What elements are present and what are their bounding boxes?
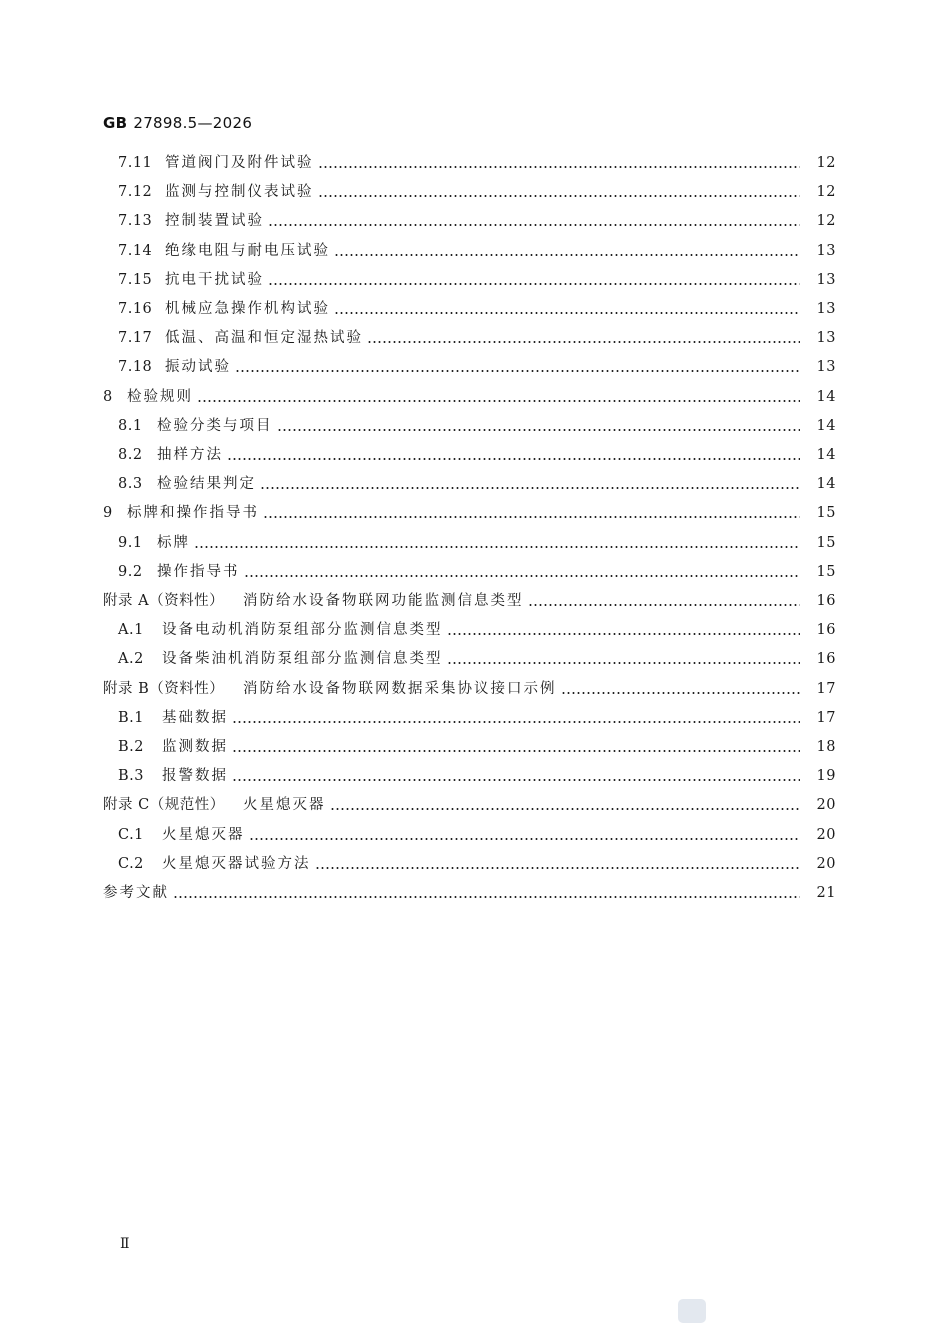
- toc-entry[interactable]: [0, 327, 950, 349]
- toc-entry-number: 7.13: [118, 213, 153, 230]
- standard-prefix: GB: [103, 114, 128, 132]
- toc-entry-number: 附录 A（资料性）: [103, 593, 225, 609]
- toc-entry-title: 检验分类与项目: [157, 417, 273, 434]
- dot-leader: [235, 370, 800, 372]
- toc-entry-title: 机械应急操作机构试验: [165, 301, 330, 317]
- toc-entry-number: 7.16: [118, 301, 153, 317]
- toc-entry-page: 15: [816, 563, 836, 580]
- toc-entry[interactable]: [0, 824, 950, 846]
- dot-leader: [318, 166, 801, 168]
- dot-leader: [268, 283, 800, 285]
- toc-entry[interactable]: [0, 502, 950, 524]
- toc-entry-page: 16: [816, 622, 836, 639]
- dot-leader: [528, 604, 801, 606]
- toc-entry[interactable]: [0, 152, 950, 174]
- toc-entry-number: 7.11: [118, 155, 153, 171]
- dot-leader: [277, 429, 801, 431]
- toc-entry[interactable]: [0, 678, 950, 700]
- dot-leader: [232, 721, 800, 723]
- toc-entry-number: C.1: [118, 826, 144, 843]
- toc-entry-page: 14: [816, 476, 836, 493]
- toc-entry[interactable]: [0, 736, 950, 758]
- toc-entry[interactable]: [0, 794, 950, 816]
- dot-leader: [227, 458, 800, 460]
- toc-entry[interactable]: [0, 386, 950, 408]
- toc-entry-title: 低温、高温和恒定湿热试验: [165, 330, 363, 347]
- toc-entry[interactable]: [0, 561, 950, 583]
- toc-entry-number: B.1: [118, 709, 144, 726]
- toc-entry-number: 8.3: [118, 476, 143, 493]
- dot-leader: [268, 224, 800, 226]
- toc-entry-title: 监测与控制仪表试验: [165, 184, 314, 201]
- standard-number: 27898.5—2026: [133, 114, 253, 132]
- toc-entry-title: 监测数据: [162, 739, 228, 755]
- toc-entry-title: 参考文献: [103, 885, 169, 901]
- toc-entry-page: 14: [816, 447, 836, 463]
- toc-entry-title: 控制装置试验: [165, 213, 264, 230]
- dot-leader: [330, 808, 801, 810]
- toc-entry-title: 火星熄灭器试验方法: [162, 855, 311, 872]
- dot-leader: [334, 254, 800, 256]
- toc-entry-number: 7.14: [118, 242, 153, 259]
- toc-entry[interactable]: [0, 473, 950, 495]
- toc-entry[interactable]: [0, 415, 950, 437]
- toc-entry-title: 抗电干扰试验: [165, 271, 264, 288]
- toc-entry[interactable]: [0, 269, 950, 291]
- toc-entry-page: 18: [816, 739, 836, 755]
- toc-entry-number: 附录 C（规范性）: [103, 797, 225, 814]
- toc-entry[interactable]: [0, 853, 950, 875]
- toc-entry-page: 14: [816, 388, 836, 405]
- dot-leader: [561, 692, 801, 694]
- toc-entry-number: A.1: [118, 622, 144, 639]
- toc-entry-number: 8.1: [118, 417, 143, 434]
- toc-entry-page: 13: [816, 359, 836, 376]
- toc-entry-page: 17: [816, 680, 836, 697]
- toc-entry-page: 20: [816, 826, 836, 843]
- toc-entry[interactable]: [0, 590, 950, 612]
- toc-entry-title: 操作指导书: [157, 563, 240, 580]
- document-header: [103, 114, 252, 132]
- toc-entry-number: 9: [103, 505, 113, 522]
- toc-entry-page: 12: [816, 155, 836, 171]
- dot-leader: [315, 867, 801, 869]
- toc-entry-number: 附录 B（资料性）: [103, 680, 225, 697]
- toc-entry-page: 16: [816, 593, 836, 609]
- toc-entry[interactable]: [0, 210, 950, 232]
- dot-leader: [232, 750, 800, 752]
- dot-leader: [194, 546, 800, 548]
- dot-leader: [197, 400, 800, 402]
- toc-entry-title: 绝缘电阻与耐电压试验: [165, 242, 330, 259]
- toc-entry-title: 火星熄灭器: [162, 826, 245, 843]
- toc-entry[interactable]: [0, 181, 950, 203]
- toc-entry-number: 8.2: [118, 447, 143, 463]
- toc-entry-title: 报警数据: [162, 768, 228, 785]
- toc-entry-page: 13: [816, 271, 836, 288]
- toc-entry-number: C.2: [118, 855, 144, 872]
- toc-entry[interactable]: [0, 356, 950, 378]
- toc-entry-page: 12: [816, 184, 836, 201]
- toc-entry-title: 振动试验: [165, 359, 231, 376]
- dot-leader: [334, 312, 800, 314]
- toc-entry[interactable]: [0, 765, 950, 787]
- toc-entry[interactable]: [0, 444, 950, 466]
- toc-entry-page: 15: [816, 505, 836, 522]
- sac-watermark-logo: [678, 1299, 706, 1323]
- toc-entry-title: 管道阀门及附件试验: [165, 155, 314, 171]
- toc-entry-title: 设备柴油机消防泵组部分监测信息类型: [162, 651, 443, 668]
- toc-entry-number: B.2: [118, 739, 144, 755]
- toc-entry-title: 标牌和操作指导书: [127, 505, 259, 522]
- toc-entry-number: A.2: [118, 651, 144, 668]
- dot-leader: [232, 779, 800, 781]
- toc-entry-page: 13: [816, 330, 836, 347]
- toc-entry-title: 基础数据: [162, 709, 228, 726]
- dot-leader: [244, 575, 801, 577]
- toc-entry-number: B.3: [118, 768, 144, 785]
- toc-entry-number: 7.15: [118, 271, 153, 288]
- toc-entry-title: 标牌: [157, 534, 190, 551]
- toc-entry-page: 12: [816, 213, 836, 230]
- toc-entry-page: 20: [816, 797, 836, 814]
- toc-entry-title: 火星熄灭器: [243, 797, 326, 814]
- toc-entry[interactable]: [0, 619, 950, 641]
- toc-entry[interactable]: [0, 532, 950, 554]
- toc-entry-title: 检验结果判定: [157, 476, 256, 493]
- toc-entry-number: 8: [103, 388, 113, 405]
- toc-entry-title: 消防给水设备物联网数据采集协议接口示例: [243, 680, 557, 697]
- toc-entry[interactable]: [0, 240, 950, 262]
- toc-entry-number: 7.17: [118, 330, 153, 347]
- dot-leader: [263, 516, 800, 518]
- toc-entry-page: 13: [816, 242, 836, 259]
- toc-entry-page: 19: [816, 768, 836, 785]
- toc-entry-number: 9.1: [118, 534, 143, 551]
- dot-leader: [249, 838, 801, 840]
- toc-entry-title: 检验规则: [127, 388, 193, 405]
- toc-entry[interactable]: [0, 648, 950, 670]
- dot-leader: [367, 341, 800, 343]
- toc-entry[interactable]: [0, 882, 950, 904]
- toc-entry-page: 20: [816, 855, 836, 872]
- toc-entry-page: 17: [816, 709, 836, 726]
- toc-entry-page: 21: [816, 885, 836, 901]
- toc-entry-number: 9.2: [118, 563, 143, 580]
- toc-entry-title: 抽样方法: [157, 447, 223, 463]
- toc-entry-page: 16: [816, 651, 836, 668]
- toc-entry-title: 消防给水设备物联网功能监测信息类型: [243, 593, 524, 609]
- toc-entry-title: 设备电动机消防泵组部分监测信息类型: [162, 622, 443, 639]
- dot-leader: [447, 662, 801, 664]
- toc-entry-page: 14: [816, 417, 836, 434]
- toc-entry-number: 7.18: [118, 359, 153, 376]
- dot-leader: [173, 896, 800, 898]
- dot-leader: [447, 633, 801, 635]
- toc-entry-page: 13: [816, 301, 836, 317]
- page-number: Ⅱ: [120, 1236, 130, 1252]
- dot-leader: [318, 195, 801, 197]
- toc-entry[interactable]: [0, 298, 950, 320]
- toc-entry-number: 7.12: [118, 184, 153, 201]
- toc-entry-page: 15: [816, 534, 836, 551]
- toc-entry[interactable]: [0, 707, 950, 729]
- dot-leader: [260, 487, 800, 489]
